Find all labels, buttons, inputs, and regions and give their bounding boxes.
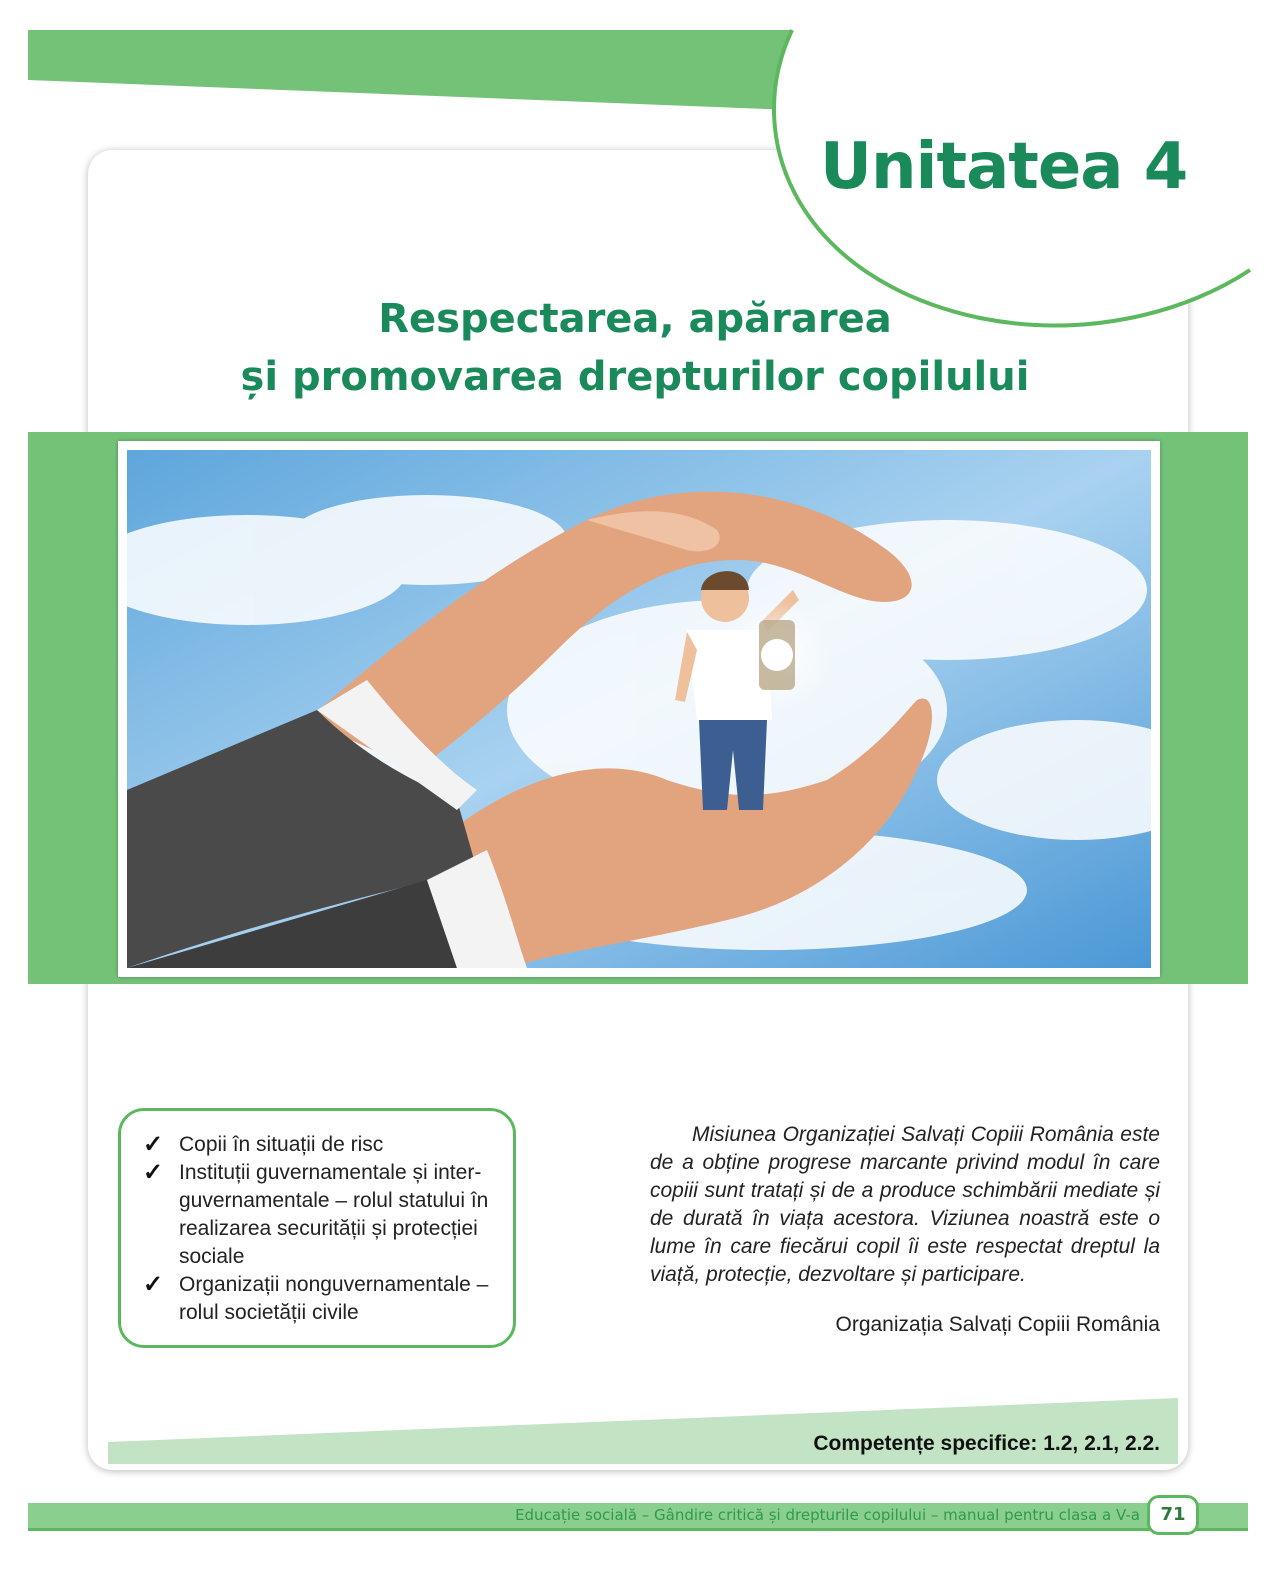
lesson-title-line2: și promovarea drepturilor copilului [240,354,1030,400]
topic-text: Organizații nonguvernamentale – rolul societății civile [179,1273,489,1324]
topic-item [143,1271,497,1327]
quote-source: Organizația Salvați Copiii România [835,1313,1160,1336]
topic-text: Instituții guvernamentale și inter-guvernamentale – rolul statului în realizarea securității și protecției sociale [179,1161,489,1268]
page-number: 71 [1147,1495,1199,1535]
hands-protecting-child-photo [127,450,1151,968]
topic-item [143,1159,497,1271]
checkmark-icon: ✓ [143,1131,164,1158]
unit-topics-box [118,1108,516,1348]
unit-title: Unitatea 4 [820,130,1188,204]
footer-text: Educație socială – Gândire critică și drepturile copilului – manual pentru clasa a V-a [515,1506,1140,1524]
topic-item [143,1131,497,1159]
checkmark-icon: ✓ [143,1271,164,1298]
checkmark-icon: ✓ [143,1159,164,1186]
topic-text: Copii în situații de risc [179,1133,384,1156]
mission-quote: Misiunea Organizației Salvați Copiii România este de a obține progrese marcante privind modul în care copiii sunt tratați și de a produce schimbării mediate și de durată în viața acestora. Viziunea noastră este o lume în care fiecărui copil îi este respectat dreptul la viață, protecție, dezvoltare și participare. [650,1123,1160,1286]
competente-specifice: Competențe specifice: 1.2, 2.1, 2.2. [813,1432,1160,1455]
lesson-title-line1: Respectarea, apărarea [378,296,892,342]
lesson-title [140,290,1130,406]
